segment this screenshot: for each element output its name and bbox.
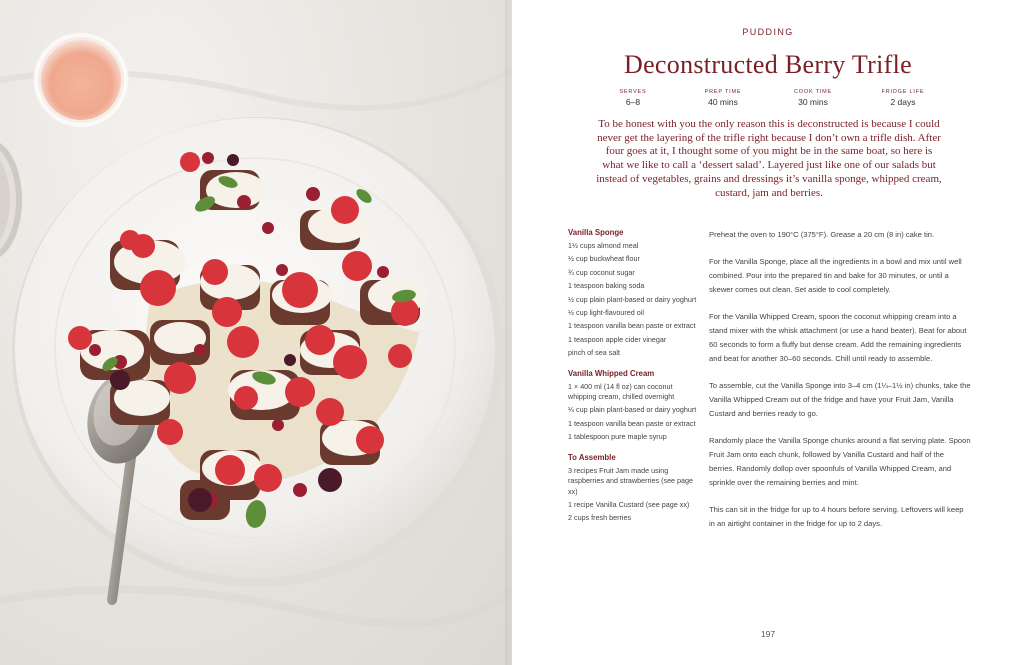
recipe-stats [598,89,938,107]
ingredient-item: pinch of sea salt [568,348,620,358]
ingredient-group-vanilla-sponge [568,228,698,359]
stat-serves [598,89,668,107]
ingredient-item: ½ cup buckwheat flour [568,254,640,264]
stat-label: FRIDGE LIFE [881,89,925,95]
stat-value: 2 days [890,97,916,107]
recipe-intro: To be honest with you the only reason this is deconstructed is because I could never get the layering of the trifle right because I don’t own a trifle dish. After four goes at it, I thought some of you might be in the same boat, so here is what we like to call a ‘dessert salad’. Layered just like one of our salads but instead of vegetables, grains and dressings it’s vanilla sponge, whipped cream, custard, jam and berries. [596,118,942,199]
method-steps [709,228,971,544]
ingredient-group-heading: Vanilla Whipped Cream [568,368,655,378]
ingredient-item: ¾ cup coconut sugar [568,267,635,277]
section-label: PUDDING [742,27,794,37]
stat-label: COOK TIME [794,89,832,95]
ingredient-item: 1 teaspoon vanilla bean paste or extract [568,418,696,428]
ingredient-item: 1½ cups almond meal [568,241,639,250]
ingredient-item: 1 teaspoon apple cider vinegar [568,334,667,344]
method-step: Randomly place the Vanilla Sponge chunks around a flat serving plate. Spoon Fruit Jam onto each chunk, followed by Vanilla Custard and half of the berries. Randomly dollop over spoonfuls of Vanilla Whipped Cream, and sprinkle over the remaining berries and mint. [709,436,971,487]
stat-label: SERVES [619,89,647,95]
stat-fridge-life [868,89,938,107]
method-step: For the Vanilla Whipped Cream, spoon the coconut whipping cream into a stand mixer with the whisk attachment (or use a hand beater). Beat for about 60 seconds to form a fluffy but dense cream. Add the remaining ingredients and beat for another 30–60 seconds. Chill until ready to assemble. [709,312,967,363]
ingredient-group-heading: Vanilla Sponge [568,228,624,237]
ingredient-item: 2 cups fresh berries [568,513,632,523]
stat-cook-time [778,89,848,107]
method-step: Preheat the oven to 190°C (375°F). Grease a 20 cm (8 in) cake tin. [709,230,935,239]
ingredient-group-to-assemble [568,453,698,524]
stat-value: 40 mins [708,97,738,107]
ingredient-item: ¼ cup plain plant-based or dairy yoghurt [568,405,697,415]
method-step: For the Vanilla Sponge, place all the ingredients in a bowl and mix until well combined. Pour into the prepared tin and bake for 30 minutes, or until a skewer comes out clean. Set aside to cool completely. [709,257,962,294]
ingredient-item: ½ cup plain plant-based or dairy yoghurt [568,294,697,304]
method-step: This can sit in the fridge for up to 4 hours before serving. Leftovers will keep in an airtight container in the fridge for up to 2 days. [709,504,964,528]
stat-prep-time [688,89,758,107]
stat-value: 30 mins [798,97,828,107]
page-number: 197 [760,629,776,639]
ingredient-item: 1 recipe Vanilla Custard (see page xx) [568,499,690,509]
ingredient-group-heading: To Assemble [568,452,616,462]
recipe-page [512,0,1024,665]
ingredient-item: 3 recipes Fruit Jam made using raspberries and strawberries (see page xx) [568,465,694,496]
recipe-title: Deconstructed Berry Trifle [624,50,912,79]
stat-label: PREP TIME [704,89,742,95]
ingredient-group-vanilla-whipped-cream [568,369,698,443]
ingredient-item: 1 tablespoon pure maple syrup [568,432,667,442]
stat-value: 6–8 [625,97,641,107]
ingredient-item: 1 teaspoon baking soda [568,281,645,291]
ingredients-list [568,228,698,534]
method-step: To assemble, cut the Vanilla Sponge into 3–4 cm (1¼–1½ in) chunks, take the Vanilla Whipped Cream out of the fridge and have your Fruit Jam, Vanilla Custard and berries ready to go. [709,381,971,418]
ingredient-item: 1 × 400 ml (14 fl oz) can coconut whipping cream, chilled overnight [568,381,675,402]
ingredient-item: 1 teaspoon vanilla bean paste or extract [568,321,696,331]
ingredient-item: ½ cup light-flavoured oil [568,308,644,318]
